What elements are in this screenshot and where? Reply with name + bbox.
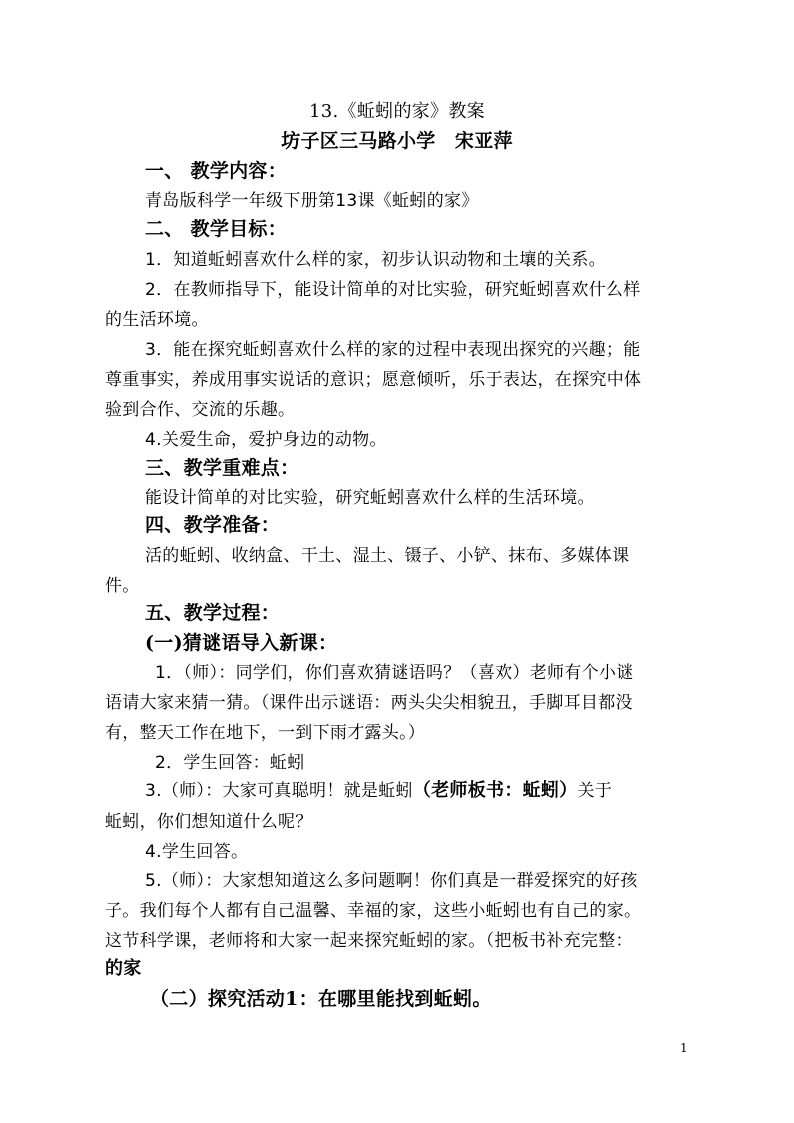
process-line: 子。我们每个人都有自己温馨、幸福的家，这些小蚯蚓也有自己的家。	[105, 901, 642, 921]
objective-item: 验到合作、交流的乐趣。	[105, 400, 296, 420]
subsection-1-heading: (一)猜谜语导入新课：	[145, 632, 338, 654]
process-line: 这节科学课，老师将和大家一起来探究蚯蚓的家。（把板书补充完整：	[105, 931, 633, 951]
objective-item: 尊重事实，养成用事实说话的意识；愿意倾听，乐于表达，在探究中体	[105, 370, 642, 390]
subsection-2-heading: （二）探究活动1：在哪里能找到蚯蚓。	[150, 988, 492, 1010]
section-5-heading: 五、教学过程：	[145, 602, 281, 624]
section-4-heading: 四、教学准备：	[145, 514, 281, 536]
page-number: 1	[680, 1041, 688, 1055]
objective-item: 2．在教师指导下，能设计简单的对比实验，研究蚯蚓喜欢什么样	[145, 280, 641, 300]
board-note-tail: 的家	[105, 958, 142, 979]
section-3-body: 能设计简单的对比实验，研究蚯蚓喜欢什么样的生活环境。	[145, 488, 595, 508]
board-note: （老师板书：蚯蚓）	[412, 780, 578, 801]
author-line: 坊子区三马路小学 宋亚萍	[281, 130, 513, 152]
process-line-3-text: 3.（师）：大家可真聪明！就是蚯蚓	[145, 781, 413, 801]
section-4-body: 件。	[105, 576, 140, 596]
objective-item: 1．知道蚯蚓喜欢什么样的家，初步认识动物和土壤的关系。	[145, 250, 606, 270]
objective-item: 的生活环境。	[105, 310, 209, 330]
section-1-heading: 一、 教学内容：	[145, 160, 288, 182]
process-line: 1．（师）：同学们，你们喜欢猜谜语吗？（喜欢）老师有个小谜	[155, 663, 634, 683]
process-line: 语请大家来猜一猜。（课件出示谜语：两头尖尖相貌丑，手脚耳目都没	[105, 693, 633, 713]
process-line: 有，整天工作在地下，一到下雨才露头。）	[105, 723, 426, 743]
objective-item: 4.关爱生命，爱护身边的动物。	[145, 430, 387, 450]
objective-item: 3．能在探究蚯蚓喜欢什么样的家的过程中表现出探究的兴趣；能	[145, 340, 641, 360]
section-2-heading: 二、 教学目标：	[145, 218, 288, 240]
process-line: 5.（师）：大家想知道这么多问题啊！你们真是一群爱探究的好孩	[145, 871, 638, 891]
process-line: 2．学生回答：蚯蚓	[155, 753, 305, 773]
process-line-3	[145, 780, 737, 802]
process-line: 蚯蚓，你们想知道什么呢？	[105, 812, 313, 832]
process-line-3-tail: 关于	[577, 781, 613, 801]
process-line: 4.学生回答。	[145, 842, 249, 862]
section-1-body: 青岛版科学一年级下册第13课《蚯蚓的家》	[145, 191, 479, 211]
section-4-body: 活的蚯蚓、收纳盒、干土、湿土、镊子、小铲、抹布、多媒体课	[145, 546, 630, 566]
section-3-heading: 三、教学重难点：	[145, 457, 300, 479]
document-title: 13.《蚯蚓的家》教案	[309, 101, 485, 122]
